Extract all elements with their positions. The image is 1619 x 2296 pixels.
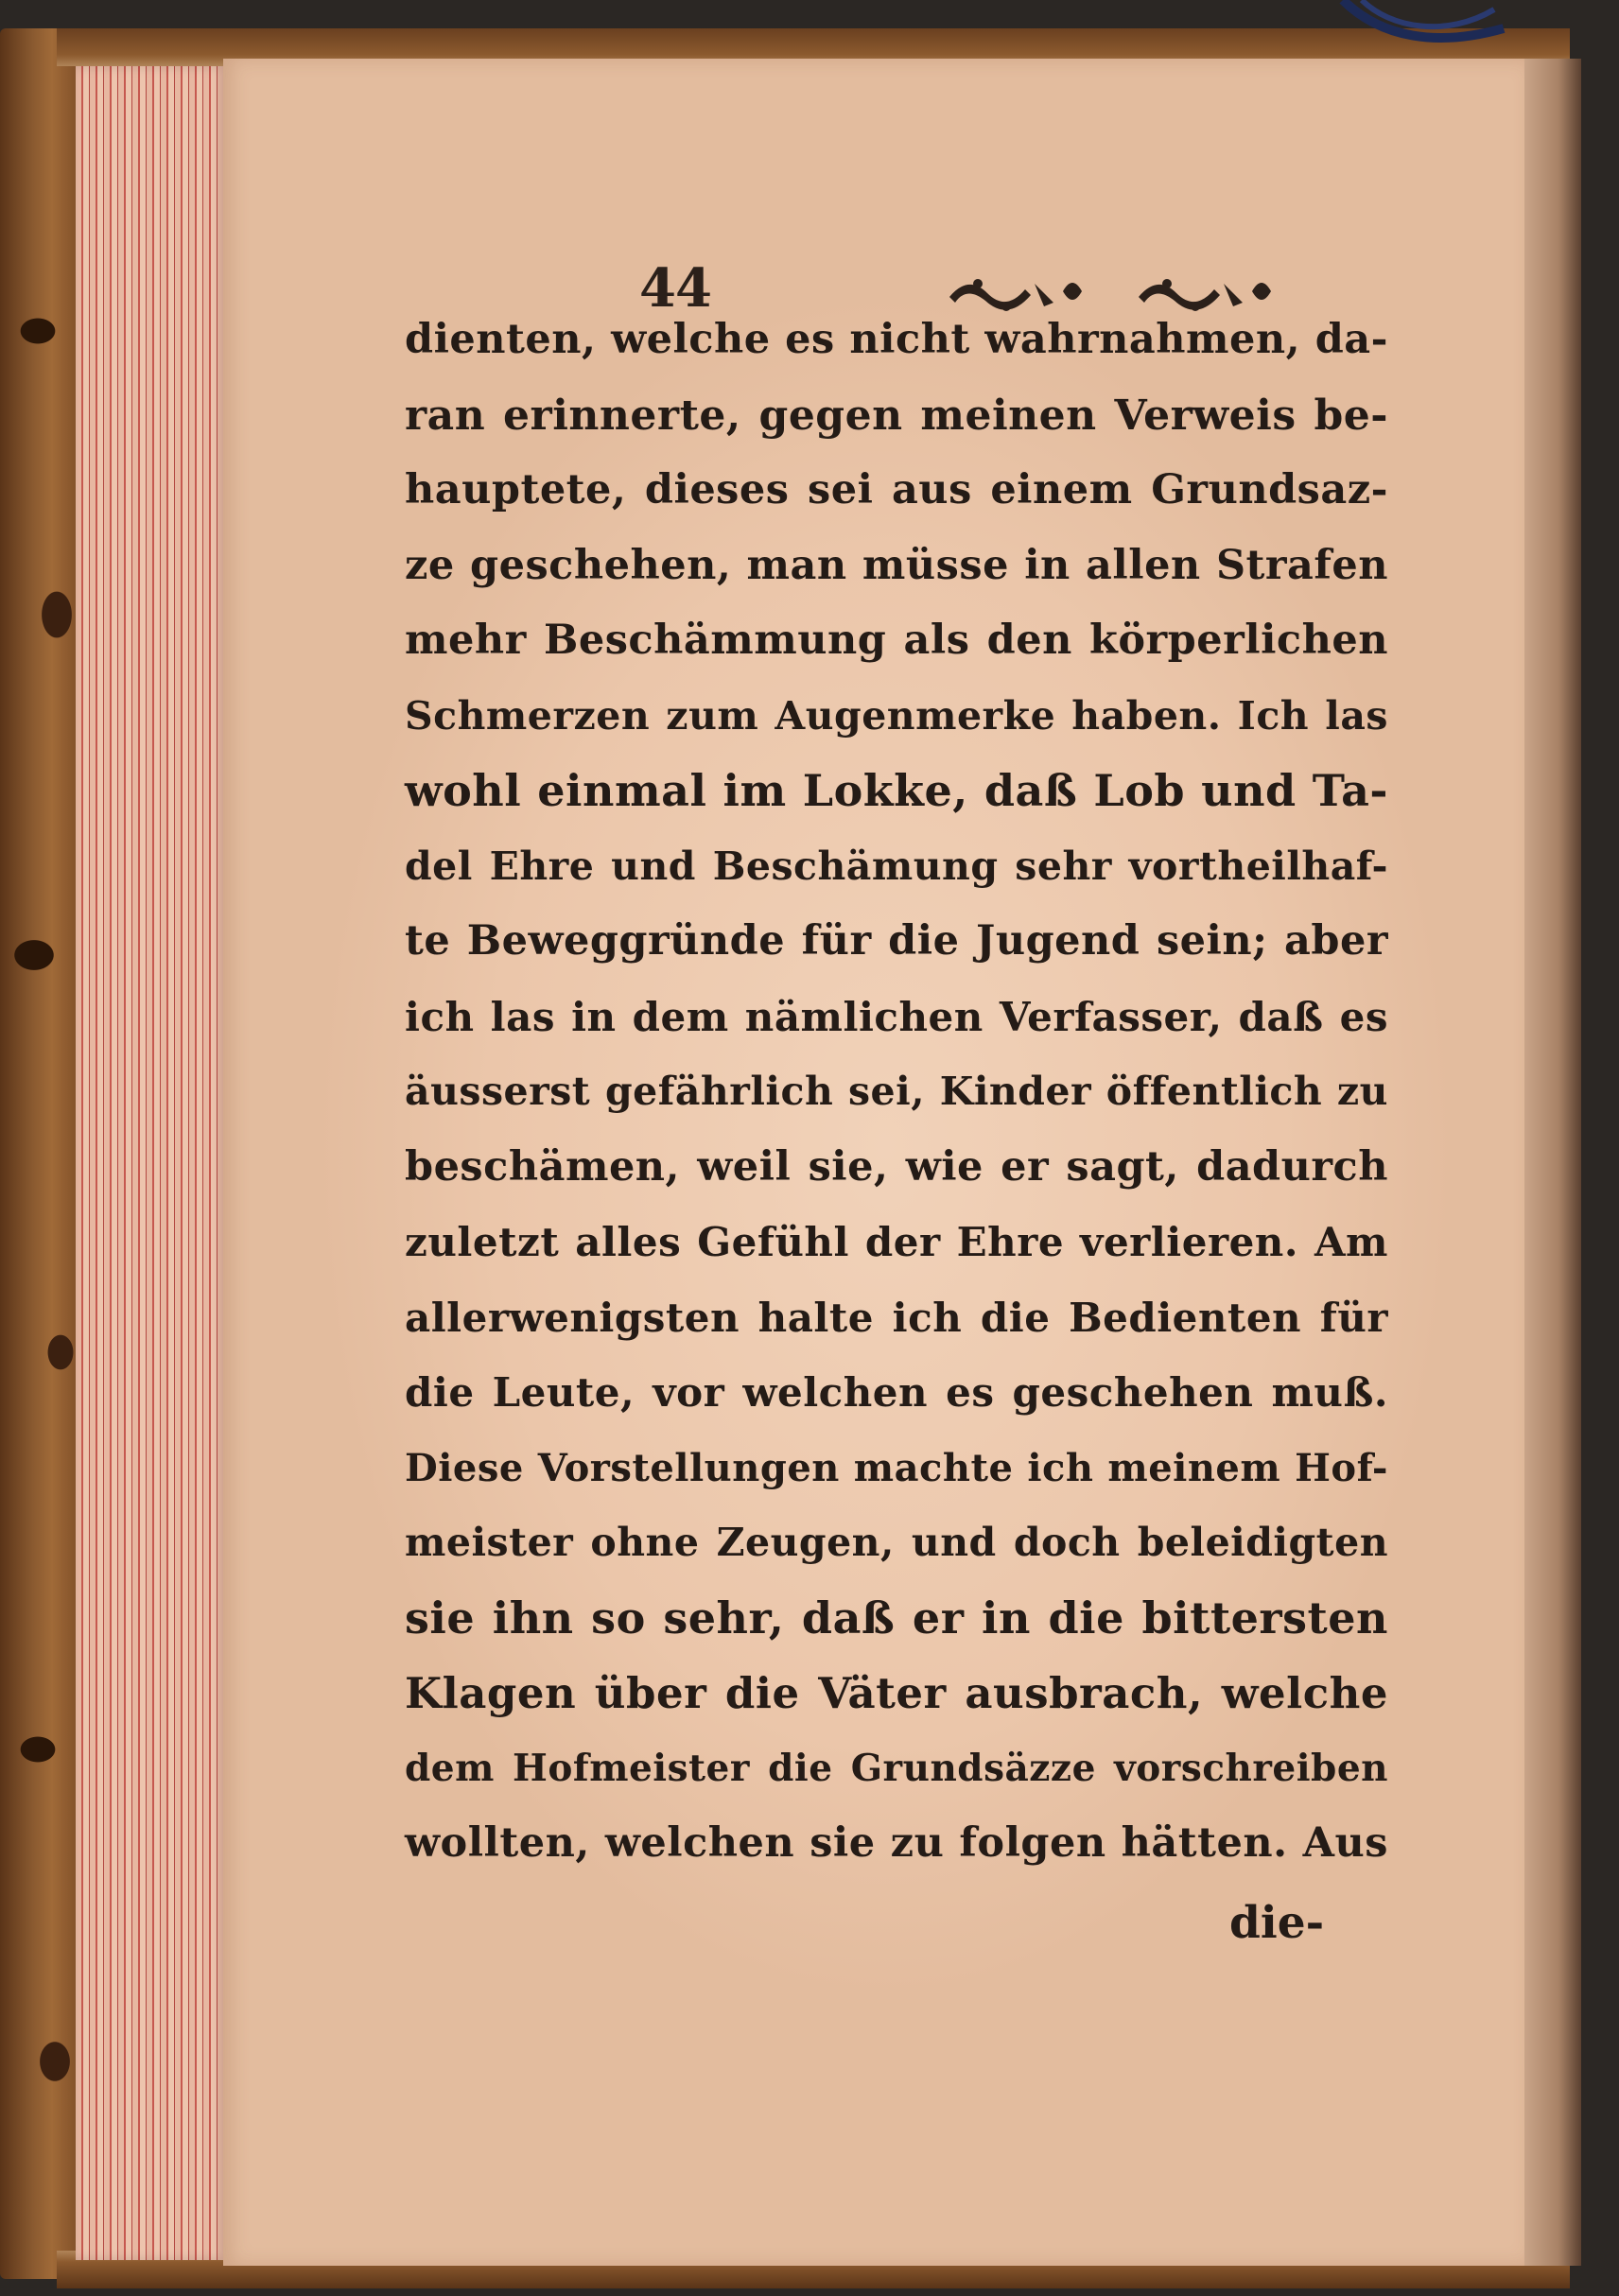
text-line: Klagen über die Väter ausbrach, welche	[405, 1668, 1388, 1718]
text-line: sie ihn so sehr, daß er in die bittersten	[405, 1592, 1388, 1644]
catchword: die-	[1229, 1897, 1325, 1949]
page-edges	[76, 66, 227, 2260]
text-line: beschämen, weil sie, wie er sagt, dadurch	[405, 1142, 1388, 1191]
text-line: Diese Vorstellungen machte ich meinem Hof-	[405, 1445, 1388, 1490]
text-line: meister ohne Zeugen, und doch beleidigten	[405, 1520, 1388, 1565]
text-line: ran erinnerte, gegen meinen Verweis be-	[405, 391, 1388, 440]
page-number: 44	[639, 257, 711, 320]
text-line: ze geschehen, man müsse in allen Strafen	[405, 541, 1388, 589]
text-line: dienten, welche es nicht wahrnahmen, da-	[405, 316, 1388, 363]
text-line: wohl einmal im Lokke, daß Lob und Ta-	[405, 765, 1388, 816]
text-line: del Ehre und Beschämung sehr vortheilhaf-	[405, 843, 1388, 889]
text-line: te Beweggründe für die Jugend sein; aber	[405, 917, 1388, 965]
text-line: die Leute, vor welchen es geschehen muß.	[405, 1369, 1388, 1416]
text-line: ich las in dem nämlichen Verfasser, daß es	[405, 993, 1388, 1040]
text-line: zuletzt alles Gefühl der Ehre verlieren. Am	[405, 1219, 1388, 1265]
facing-page-edge	[1524, 59, 1581, 2266]
text-line: äusserst gefährlich sei, Kinder öffentlich zu	[405, 1069, 1388, 1114]
text-line: mehr Beschämmung als den körperlichen	[405, 617, 1388, 664]
text-line: dem Hofmeister die Grundsäzze vorschreiben	[405, 1746, 1388, 1790]
bookmark-ribbon	[1324, 0, 1513, 57]
text-line: allerwenigsten halte ich die Bedienten für	[405, 1294, 1388, 1341]
text-line: hauptete, dieses sei aus einem Grundsaz-	[405, 466, 1388, 513]
body-text	[405, 303, 1388, 1882]
book-page	[223, 59, 1524, 2266]
text-line: wollten, welchen sie zu folgen hätten. Aus	[405, 1819, 1388, 1867]
text-line: Schmerzen zum Augenmerke haben. Ich las	[405, 692, 1388, 739]
